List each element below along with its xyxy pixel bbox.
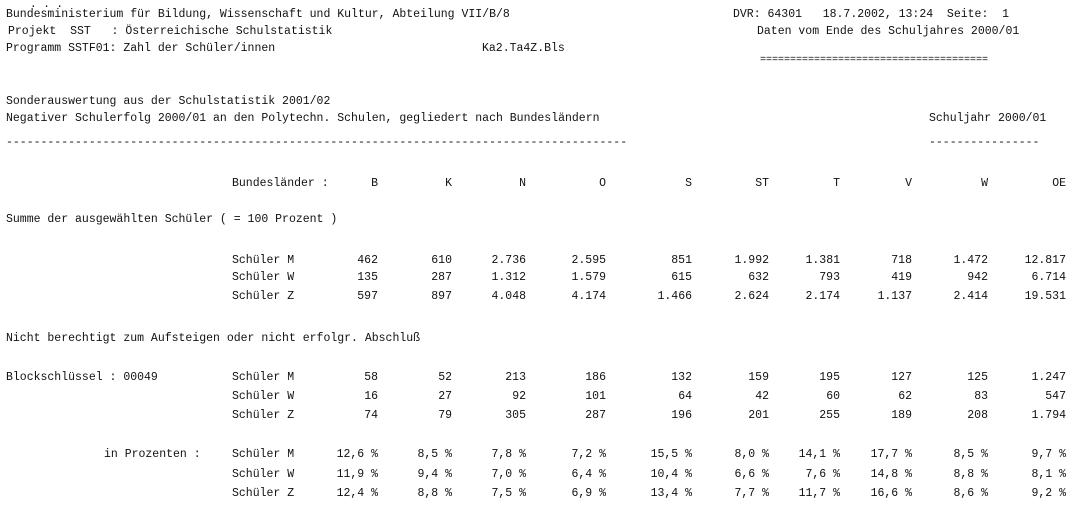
row-label: Schüler M <box>232 254 295 267</box>
table-cell: 547 <box>1045 390 1066 403</box>
column-header: N <box>519 177 526 190</box>
data-note: Daten vom Ende des Schuljahres 2000/01 <box>757 25 1020 38</box>
report-subtitle: Negativer Schulerfolg 2000/01 an den Polytechn. Schulen, gegliedert nach Bundesländern <box>6 112 600 125</box>
column-header: OE <box>1052 177 1066 190</box>
table-cell: 12.817 <box>1024 254 1066 267</box>
table-cell: 8,8 % <box>417 487 452 500</box>
table-cell: 4.174 <box>571 290 606 303</box>
table-cell: 2.595 <box>571 254 606 267</box>
section-heading: Summe der ausgewählten Schüler ( = 100 Prozent ) <box>6 213 338 226</box>
table-cell: 92 <box>512 390 526 403</box>
table-cell: 7,6 % <box>805 468 840 481</box>
percent-label: in Prozenten : <box>104 448 201 461</box>
table-cell: 597 <box>357 290 378 303</box>
table-cell: 7,8 % <box>491 448 526 461</box>
column-header: W <box>981 177 988 190</box>
table-cell: 1.992 <box>734 254 769 267</box>
table-cell: 10,4 % <box>650 468 692 481</box>
column-header-label: Bundesländer : <box>232 177 329 190</box>
table-cell: 9,7 % <box>1031 448 1066 461</box>
table-cell: 8,8 % <box>953 468 988 481</box>
table-cell: 17,7 % <box>870 448 912 461</box>
column-header: S <box>685 177 692 190</box>
table-cell: 42 <box>755 390 769 403</box>
table-cell: 12,4 % <box>336 487 378 500</box>
table-cell: 287 <box>585 409 606 422</box>
table-cell: 1.137 <box>877 290 912 303</box>
table-cell: 189 <box>891 409 912 422</box>
column-header: ST <box>755 177 769 190</box>
dvr-info: DVR: 64301 18.7.2002, 13:24 Seite: 1 <box>733 8 1010 21</box>
table-cell: 1.381 <box>805 254 840 267</box>
table-cell: 1.579 <box>571 271 606 284</box>
table-cell: 793 <box>819 271 840 284</box>
table-cell: 12,6 % <box>336 448 378 461</box>
table-cell: 851 <box>671 254 692 267</box>
table-cell: 74 <box>364 409 378 422</box>
table-cell: 15,5 % <box>650 448 692 461</box>
table-cell: 14,1 % <box>798 448 840 461</box>
table-cell: 419 <box>891 271 912 284</box>
table-cell: 6,9 % <box>571 487 606 500</box>
row-label: Schüler Z <box>232 290 295 303</box>
table-cell: 718 <box>891 254 912 267</box>
table-cell: 27 <box>438 390 452 403</box>
table-cell: 64 <box>678 390 692 403</box>
table-cell: 6,4 % <box>571 468 606 481</box>
row-label: Schüler Z <box>232 409 295 422</box>
table-cell: 58 <box>364 371 378 384</box>
table-cell: 16 <box>364 390 378 403</box>
table-cell: 2.736 <box>491 254 526 267</box>
column-header: T <box>833 177 840 190</box>
row-label: Schüler Z <box>232 487 295 500</box>
dash-rule-left: ------------------------------------------------------------------------------------------ <box>6 136 628 149</box>
table-cell: 1.247 <box>1031 371 1066 384</box>
report-title: Sonderauswertung aus der Schulstatistik 2001/02 <box>6 95 331 108</box>
table-cell: 897 <box>431 290 452 303</box>
table-cell: 610 <box>431 254 452 267</box>
program-line: Programm SSTF01: Zahl der Schüler/innen <box>6 42 276 55</box>
table-cell: 6.714 <box>1031 271 1066 284</box>
table-cell: 255 <box>819 409 840 422</box>
project-line: Projekt SST : Österreichische Schulstatistik <box>8 25 333 38</box>
table-cell: 79 <box>438 409 452 422</box>
table-cell: 8,5 % <box>953 448 988 461</box>
table-cell: 19.531 <box>1024 290 1066 303</box>
row-label: Schüler M <box>232 448 295 461</box>
table-cell: 1.472 <box>953 254 988 267</box>
table-cell: 2.624 <box>734 290 769 303</box>
table-cell: 52 <box>438 371 452 384</box>
file-code: Ka2.Ta4Z.Bls <box>482 42 565 55</box>
table-cell: 11,7 % <box>798 487 840 500</box>
table-cell: 159 <box>748 371 769 384</box>
table-cell: 208 <box>967 409 988 422</box>
dash-rule-right: ---------------- <box>929 136 1040 149</box>
table-cell: 305 <box>505 409 526 422</box>
table-cell: 462 <box>357 254 378 267</box>
table-cell: 7,5 % <box>491 487 526 500</box>
table-cell: 11,9 % <box>336 468 378 481</box>
ministry-line: Bundesministerium für Bildung, Wissenschaft und Kultur, Abteilung VII/B/8 <box>6 8 510 21</box>
table-cell: 213 <box>505 371 526 384</box>
scan-artifact: . . . <box>30 0 64 11</box>
table-cell: 8,6 % <box>953 487 988 500</box>
row-label: Schüler W <box>232 390 295 403</box>
table-cell: 201 <box>748 409 769 422</box>
school-year: Schuljahr 2000/01 <box>929 112 1047 125</box>
table-cell: 8,1 % <box>1031 468 1066 481</box>
table-cell: 83 <box>974 390 988 403</box>
table-cell: 287 <box>431 271 452 284</box>
table-cell: 6,6 % <box>734 468 769 481</box>
table-cell: 1.466 <box>657 290 692 303</box>
table-cell: 14,8 % <box>870 468 912 481</box>
table-cell: 2.174 <box>805 290 840 303</box>
table-cell: 8,0 % <box>734 448 769 461</box>
table-cell: 8,5 % <box>417 448 452 461</box>
table-cell: 186 <box>585 371 606 384</box>
table-cell: 7,0 % <box>491 468 526 481</box>
table-cell: 9,4 % <box>417 468 452 481</box>
column-header: O <box>599 177 606 190</box>
table-cell: 127 <box>891 371 912 384</box>
table-cell: 942 <box>967 271 988 284</box>
table-cell: 2.414 <box>953 290 988 303</box>
table-cell: 132 <box>671 371 692 384</box>
header-separator: ====================================== <box>760 56 989 66</box>
block-key-label: Blockschlüssel : 00049 <box>6 371 158 384</box>
table-cell: 7,2 % <box>571 448 606 461</box>
table-cell: 632 <box>748 271 769 284</box>
table-cell: 135 <box>357 271 378 284</box>
row-label: Schüler W <box>232 271 295 284</box>
table-cell: 195 <box>819 371 840 384</box>
table-cell: 13,4 % <box>650 487 692 500</box>
table-cell: 615 <box>671 271 692 284</box>
table-cell: 125 <box>967 371 988 384</box>
table-cell: 7,7 % <box>734 487 769 500</box>
table-cell: 1.312 <box>491 271 526 284</box>
row-label: Schüler M <box>232 371 295 384</box>
table-cell: 16,6 % <box>870 487 912 500</box>
table-cell: 196 <box>671 409 692 422</box>
column-header: V <box>905 177 912 190</box>
column-header: B <box>371 177 378 190</box>
table-cell: 9,2 % <box>1031 487 1066 500</box>
table-cell: 1.794 <box>1031 409 1066 422</box>
column-header: K <box>445 177 452 190</box>
section-heading: Nicht berechtigt zum Aufsteigen oder nicht erfolgr. Abschluß <box>6 332 421 345</box>
table-cell: 62 <box>898 390 912 403</box>
table-cell: 4.048 <box>491 290 526 303</box>
table-cell: 60 <box>826 390 840 403</box>
row-label: Schüler W <box>232 468 295 481</box>
table-cell: 101 <box>585 390 606 403</box>
